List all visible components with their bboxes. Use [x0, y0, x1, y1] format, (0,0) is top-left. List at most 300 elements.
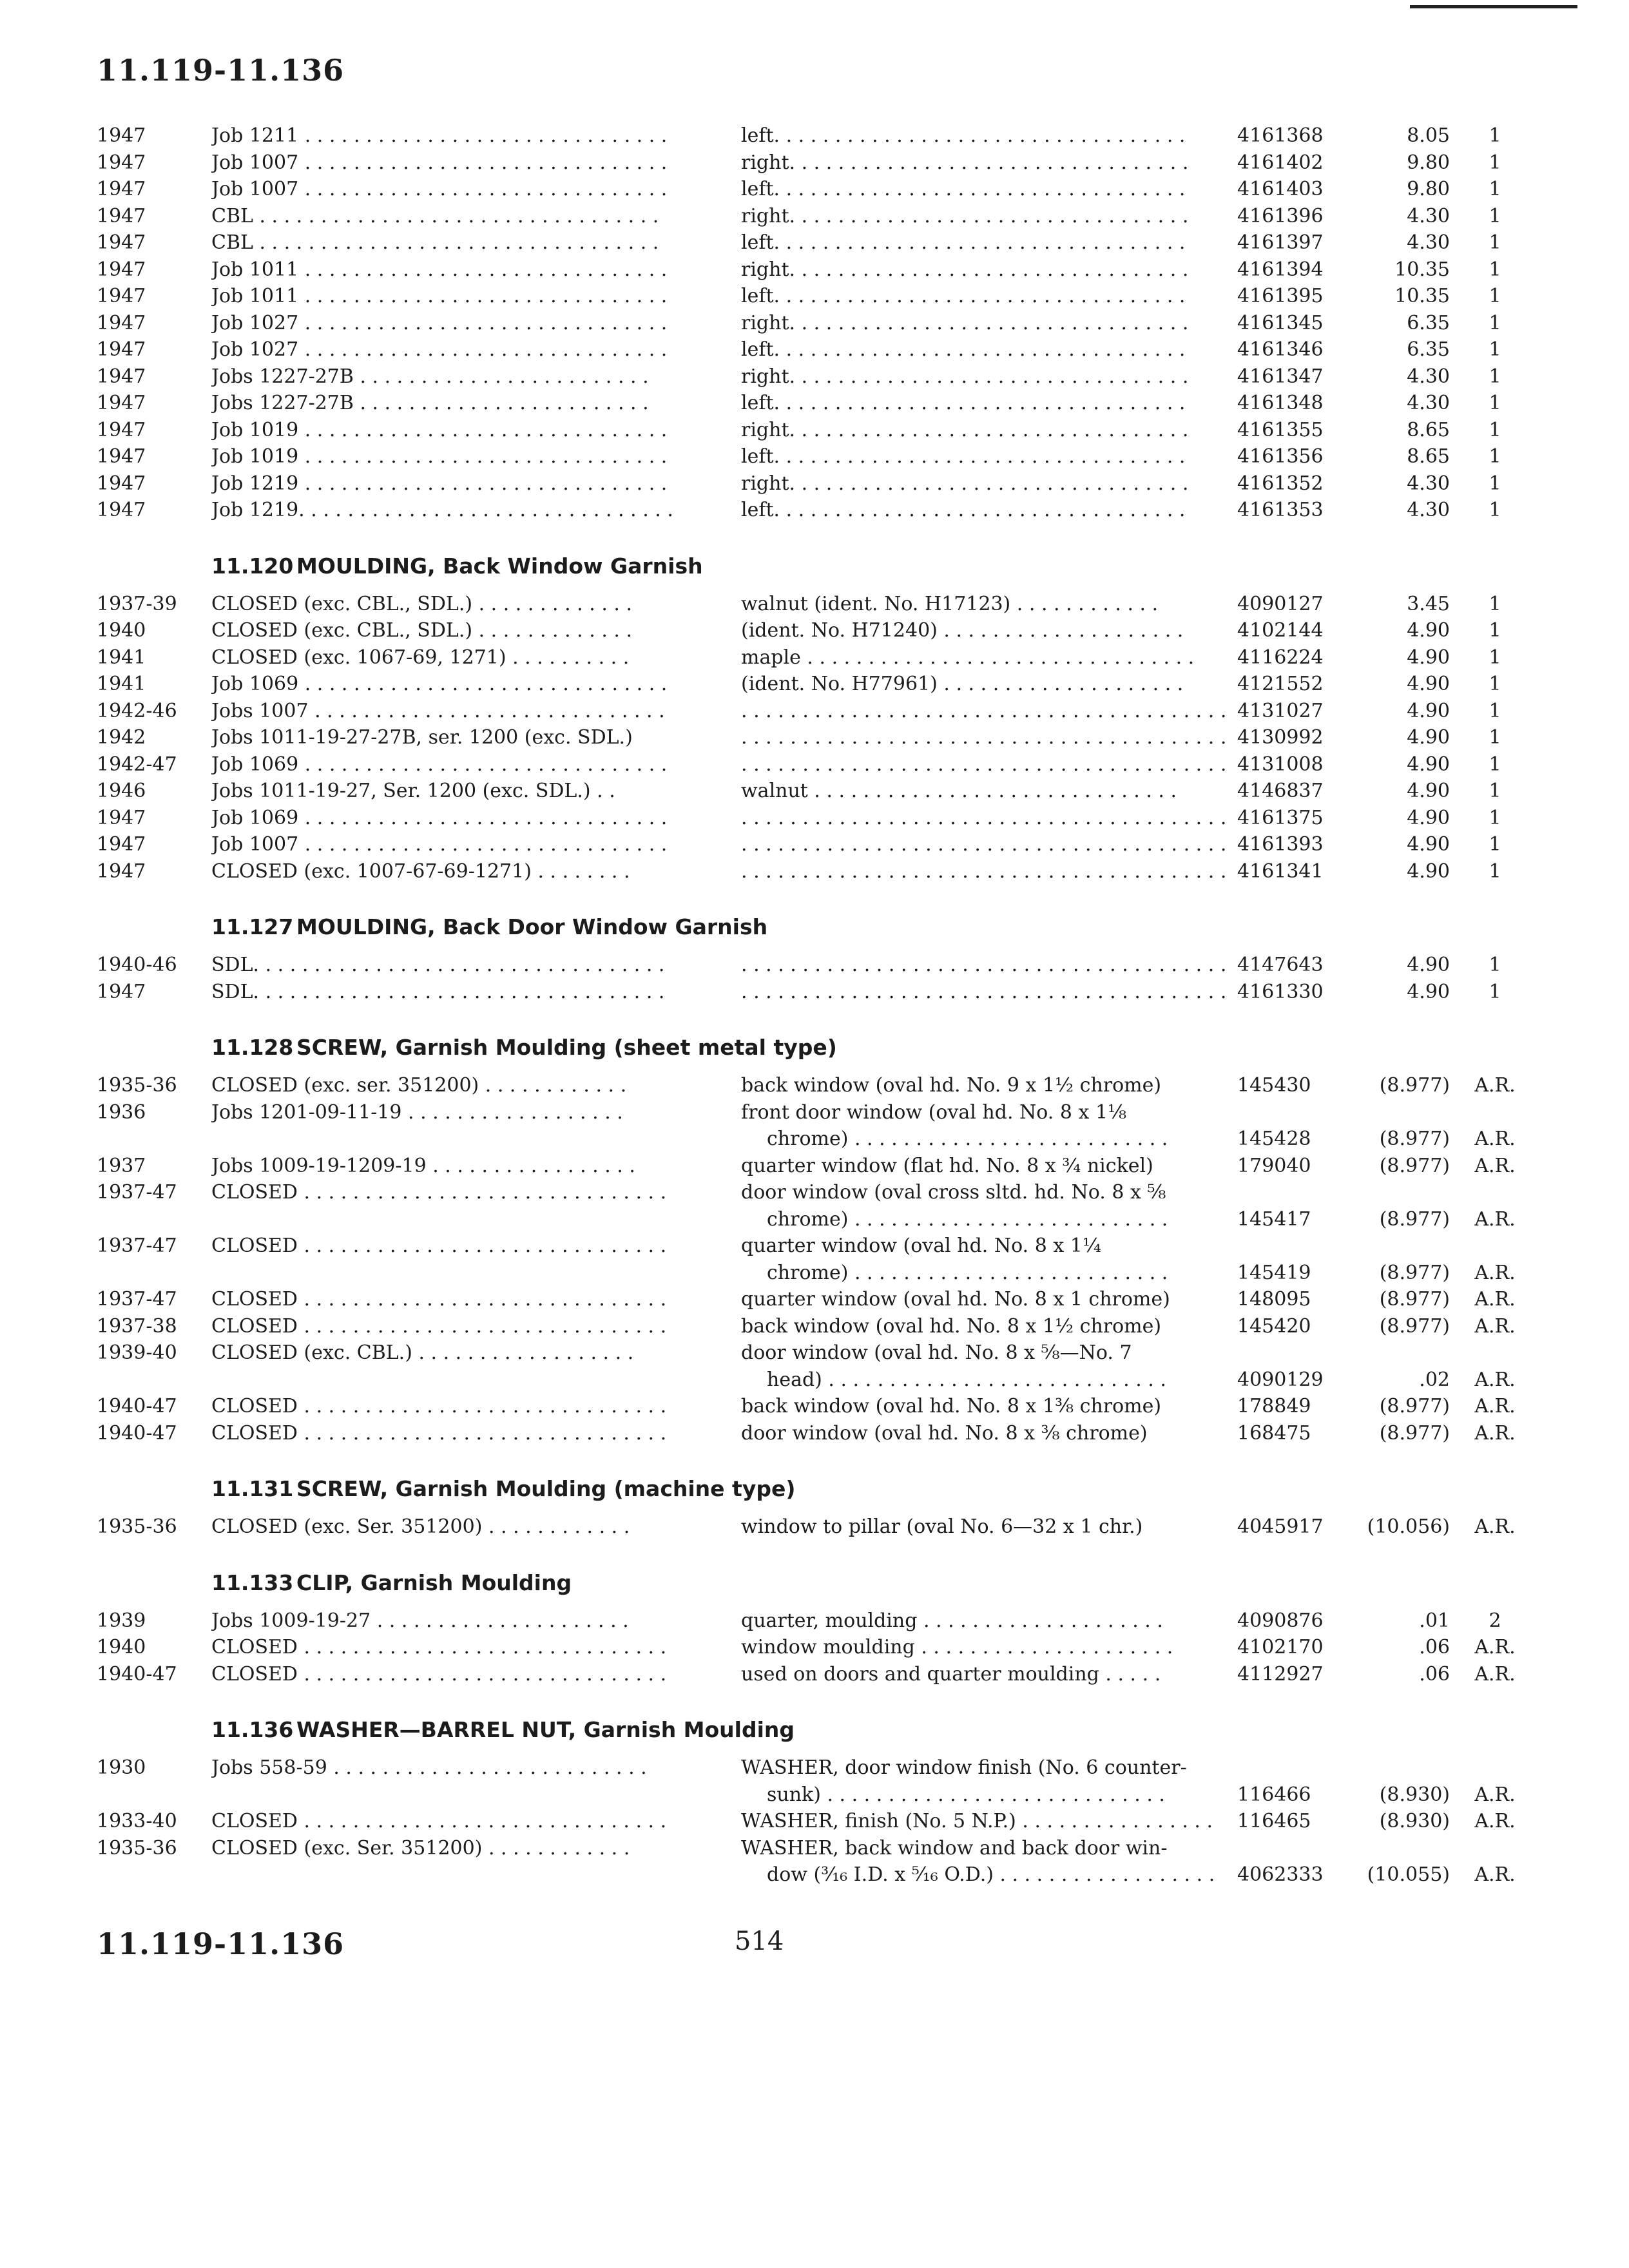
- year-cell: 1941: [97, 673, 146, 695]
- part-number-cell: 4112927: [1237, 1662, 1324, 1686]
- year-cell: 1947: [97, 285, 146, 307]
- quantity-cell: A.R.: [1474, 1515, 1516, 1538]
- year-cell: 1939-40: [97, 1341, 177, 1364]
- section-number: 11.120: [211, 553, 294, 579]
- parts-row: [97, 831, 1501, 858]
- parts-row: [97, 1754, 1516, 1808]
- part-number-cell: 4102144: [1237, 619, 1324, 642]
- quantity-cell: A.R.: [1474, 1261, 1516, 1284]
- parts-row: [97, 1233, 1516, 1286]
- description-cell: maple . . . . . . . . . . . . . . . . . . . . . . . . . . . . . . . .: [741, 646, 1195, 669]
- year-cell: 1940-47: [97, 1395, 177, 1418]
- quantity-cell: A.R.: [1474, 1128, 1516, 1150]
- parts-row: [97, 1514, 1516, 1541]
- model-cell: CLOSED . . . . . . . . . . . . . . . . . . . . . . . . . . . . . .: [211, 1235, 667, 1257]
- part-number-cell: 4147643: [1237, 954, 1324, 976]
- description-cell: back window (oval hd. No. 9 x 1½ chrome): [741, 1074, 1162, 1097]
- section-name: SCREW, Garnish Moulding (machine type): [296, 1476, 796, 1501]
- quantity-cell: 1: [1489, 833, 1501, 856]
- year-cell: 1937: [97, 1154, 146, 1177]
- description-line-2: chrome) . . . . . . . . . . . . . . . . . . . . . . . . . .: [767, 1261, 1168, 1284]
- model-cell: Jobs 1011-19-27, Ser. 1200 (exc. SDL.) . .: [211, 780, 615, 802]
- part-number-cell: 4062333: [1237, 1863, 1324, 1886]
- description-cell: [741, 1179, 1231, 1233]
- year-cell: 1940: [97, 619, 146, 642]
- year-cell: 1947: [97, 806, 146, 829]
- model-cell: Job 1069 . . . . . . . . . . . . . . . . . . . . . . . . . . . . . .: [211, 806, 668, 829]
- description-cell: left. . . . . . . . . . . . . . . . . . . . . . . . . . . . . . . . . .: [741, 445, 1186, 468]
- description-cell: . . . . . . . . . . . . . . . . . . . . . . . . . . . . . . . . . . . . . . . .: [741, 726, 1227, 749]
- price-cell: 4.30: [1407, 392, 1450, 414]
- model-cell: Job 1027 . . . . . . . . . . . . . . . . . . . . . . . . . . . . . .: [211, 311, 668, 334]
- quantity-cell: A.R.: [1474, 1421, 1516, 1445]
- parts-row: [97, 1634, 1516, 1661]
- price-cell: 10.35: [1394, 258, 1450, 281]
- section-name: CLIP, Garnish Moulding: [296, 1570, 572, 1595]
- price-cell: (8.977): [1379, 1074, 1450, 1097]
- description-cell: left. . . . . . . . . . . . . . . . . . . . . . . . . . . . . . . . . .: [741, 178, 1186, 200]
- price-cell: 4.90: [1407, 954, 1450, 976]
- model-cell: Job 1211 . . . . . . . . . . . . . . . . . . . . . . . . . . . . . .: [211, 124, 668, 147]
- part-number-cell: 4161352: [1237, 472, 1324, 495]
- description-line-1: WASHER, back window and back door win-: [741, 1836, 1168, 1860]
- part-number-cell: 4161355: [1237, 418, 1324, 441]
- part-number-cell: 4161393: [1237, 833, 1324, 856]
- year-cell: 1935-36: [97, 1836, 177, 1860]
- price-cell: (8.977): [1379, 1261, 1450, 1284]
- quantity-cell: 1: [1489, 753, 1501, 776]
- description-cell: used on doors and quarter moulding . . . . .: [741, 1662, 1161, 1686]
- year-cell: 1947: [97, 258, 146, 281]
- description-cell: left. . . . . . . . . . . . . . . . . . . . . . . . . . . . . . . . . .: [741, 392, 1186, 414]
- model-cell: Jobs 1201-09-11-19 . . . . . . . . . . . . . . . . . .: [211, 1100, 623, 1124]
- model-cell: Jobs 1011-19-27-27B, ser. 1200 (exc. SDL.): [211, 726, 633, 749]
- description-cell: quarter window (oval hd. No. 8 x 1 chrome): [741, 1288, 1170, 1311]
- description-cell: back window (oval hd. No. 8 x 1⅜ chrome): [741, 1395, 1162, 1418]
- parts-row: [97, 470, 1501, 497]
- model-cell: Job 1007 . . . . . . . . . . . . . . . . . . . . . . . . . . . . . .: [211, 178, 668, 200]
- description-cell: door window (oval hd. No. 8 x ⅜ chrome): [741, 1421, 1148, 1445]
- model-cell: CLOSED (exc. CBL., SDL.) . . . . . . . . . . . . .: [211, 592, 632, 615]
- parts-row: [97, 751, 1501, 778]
- price-cell: 3.45: [1407, 592, 1450, 615]
- quantity-cell: 1: [1489, 980, 1501, 1003]
- model-cell: CLOSED . . . . . . . . . . . . . . . . . . . . . . . . . . . . . .: [211, 1662, 667, 1686]
- description-cell: right. . . . . . . . . . . . . . . . . . . . . . . . . . . . . . . . .: [741, 418, 1189, 441]
- price-cell: 4.90: [1407, 619, 1450, 642]
- price-cell: (8.977): [1379, 1288, 1450, 1311]
- description-cell: quarter window (flat hd. No. 8 x ¾ nickel): [741, 1154, 1153, 1177]
- section-number: 11.131: [211, 1476, 294, 1501]
- price-cell: 4.90: [1407, 726, 1450, 749]
- model-cell: Job 1069 . . . . . . . . . . . . . . . . . . . . . . . . . . . . . .: [211, 673, 668, 695]
- part-number-cell: 145419: [1237, 1261, 1311, 1284]
- parts-listing: [97, 122, 1516, 1888]
- price-cell: 4.30: [1407, 231, 1450, 254]
- part-number-cell: 4161356: [1237, 445, 1324, 468]
- quantity-cell: 1: [1489, 204, 1501, 227]
- description-cell: window moulding . . . . . . . . . . . . . . . . . . . . .: [741, 1636, 1173, 1658]
- price-cell: (8.977): [1379, 1154, 1450, 1177]
- part-number-cell: 4161330: [1237, 980, 1324, 1003]
- quantity-cell: 1: [1489, 285, 1501, 307]
- parts-row: [97, 256, 1501, 284]
- parts-row: [97, 229, 1501, 256]
- parts-row: [97, 858, 1501, 885]
- model-cell: CLOSED (exc. CBL., SDL.) . . . . . . . . . . . . .: [211, 619, 632, 642]
- parts-row: [97, 617, 1501, 644]
- parts-row: [97, 698, 1501, 725]
- parts-row: [97, 1179, 1516, 1233]
- model-cell: SDL. . . . . . . . . . . . . . . . . . . . . . . . . . . . . . . . . .: [211, 980, 665, 1003]
- quantity-cell: 1: [1489, 499, 1501, 521]
- description-cell: . . . . . . . . . . . . . . . . . . . . . . . . . . . . . . . . . . . . . . . .: [741, 806, 1227, 829]
- part-number-cell: 4161348: [1237, 392, 1324, 414]
- description-cell: WASHER, finish (No. 5 N.P.) . . . . . . . . . . . . . . . .: [741, 1810, 1213, 1832]
- parts-row: [97, 1835, 1516, 1888]
- model-cell: CLOSED . . . . . . . . . . . . . . . . . . . . . . . . . . . . . .: [211, 1181, 667, 1204]
- section-title: [97, 1028, 1456, 1067]
- quantity-cell: 1: [1489, 954, 1501, 976]
- parts-row: [97, 310, 1501, 337]
- part-number-cell: 168475: [1237, 1421, 1311, 1445]
- quantity-cell: 1: [1489, 124, 1501, 147]
- quantity-cell: A.R.: [1474, 1395, 1516, 1418]
- quantity-cell: 1: [1489, 472, 1501, 495]
- part-number-cell: 4161347: [1237, 365, 1324, 388]
- description-cell: right. . . . . . . . . . . . . . . . . . . . . . . . . . . . . . . . .: [741, 204, 1189, 227]
- price-cell: 4.30: [1407, 499, 1450, 521]
- part-number-cell: 4045917: [1237, 1515, 1324, 1538]
- description-line-2: chrome) . . . . . . . . . . . . . . . . . . . . . . . . . .: [767, 1207, 1168, 1231]
- quantity-cell: 1: [1489, 646, 1501, 669]
- model-cell: CLOSED . . . . . . . . . . . . . . . . . . . . . . . . . . . . . .: [211, 1636, 667, 1658]
- year-cell: 1947: [97, 178, 146, 200]
- description-cell: . . . . . . . . . . . . . . . . . . . . . . . . . . . . . . . . . . . . . . . .: [741, 833, 1227, 856]
- quantity-cell: A.R.: [1474, 1636, 1516, 1658]
- quantity-cell: 1: [1489, 338, 1501, 361]
- parts-row: [97, 203, 1501, 230]
- year-cell: 1947: [97, 472, 146, 495]
- year-cell: 1936: [97, 1100, 146, 1124]
- year-cell: 1947: [97, 418, 146, 441]
- model-cell: CLOSED (exc. Ser. 351200) . . . . . . . . . . . .: [211, 1836, 630, 1860]
- parts-row: [97, 591, 1501, 618]
- parts-row: [97, 363, 1501, 390]
- year-cell: 1947: [97, 124, 146, 147]
- parts-row: [97, 671, 1501, 698]
- parts-row: [97, 417, 1501, 444]
- quantity-cell: A.R.: [1474, 1368, 1516, 1391]
- part-number-cell: 4121552: [1237, 673, 1324, 695]
- part-number-cell: 178849: [1237, 1395, 1311, 1418]
- part-number-cell: 145417: [1237, 1207, 1311, 1231]
- page-header-code: 11.119-11.136: [97, 53, 345, 88]
- description-cell: left. . . . . . . . . . . . . . . . . . . . . . . . . . . . . . . . . .: [741, 285, 1186, 307]
- parts-row: [97, 1340, 1516, 1393]
- part-number-cell: 4090129: [1237, 1368, 1324, 1391]
- section-name: WASHER—BARREL NUT, Garnish Moulding: [296, 1717, 795, 1742]
- parts-row: [97, 1608, 1501, 1635]
- price-cell: 4.90: [1407, 780, 1450, 802]
- parts-row: [97, 283, 1501, 310]
- year-cell: 1947: [97, 833, 146, 856]
- parts-row: [97, 336, 1501, 363]
- year-cell: 1940-46: [97, 954, 177, 976]
- section-title: [97, 547, 1456, 586]
- price-cell: 4.30: [1407, 472, 1450, 495]
- description-cell: quarter, moulding . . . . . . . . . . . . . . . . . . . .: [741, 1609, 1163, 1632]
- year-cell: 1930: [97, 1756, 146, 1779]
- part-number-cell: 4161394: [1237, 258, 1324, 281]
- description-cell: walnut (ident. No. H17123) . . . . . . . . . . . .: [741, 592, 1159, 615]
- year-cell: 1942-47: [97, 753, 177, 776]
- description-cell: [741, 1835, 1231, 1888]
- model-cell: CLOSED (exc. Ser. 351200) . . . . . . . . . . . .: [211, 1515, 630, 1538]
- quantity-cell: 1: [1489, 311, 1501, 334]
- part-number-cell: 4161368: [1237, 124, 1324, 147]
- model-cell: SDL. . . . . . . . . . . . . . . . . . . . . . . . . . . . . . . . . .: [211, 954, 665, 976]
- price-cell: 4.90: [1407, 699, 1450, 722]
- parts-row: [97, 176, 1501, 203]
- year-cell: 1947: [97, 338, 146, 361]
- parts-row: [97, 390, 1501, 417]
- price-cell: 4.90: [1407, 860, 1450, 883]
- part-number-cell: 4161341: [1237, 860, 1324, 883]
- part-number-cell: 4161402: [1237, 151, 1324, 174]
- part-number-cell: 4090876: [1237, 1609, 1324, 1632]
- price-cell: 4.90: [1407, 753, 1450, 776]
- description-line-2: dow (³⁄₁₆ I.D. x ⁵⁄₁₆ O.D.) . . . . . . . . . . . . . . . . . .: [767, 1863, 1215, 1886]
- description-cell: [741, 1099, 1231, 1153]
- year-cell: 1937-47: [97, 1181, 177, 1204]
- description-cell: left. . . . . . . . . . . . . . . . . . . . . . . . . . . . . . . . . .: [741, 231, 1186, 254]
- year-cell: 1947: [97, 311, 146, 334]
- model-cell: CLOSED . . . . . . . . . . . . . . . . . . . . . . . . . . . . . .: [211, 1395, 667, 1418]
- quantity-cell: A.R.: [1474, 1863, 1516, 1886]
- model-cell: Job 1027 . . . . . . . . . . . . . . . . . . . . . . . . . . . . . .: [211, 338, 668, 361]
- quantity-cell: 1: [1489, 592, 1501, 615]
- description-cell: left. . . . . . . . . . . . . . . . . . . . . . . . . . . . . . . . . .: [741, 499, 1186, 521]
- section-number: 11.127: [211, 914, 294, 939]
- price-cell: (8.977): [1379, 1395, 1450, 1418]
- quantity-cell: 1: [1489, 418, 1501, 441]
- year-cell: 1947: [97, 980, 146, 1003]
- year-cell: 1947: [97, 392, 146, 414]
- model-cell: Job 1019 . . . . . . . . . . . . . . . . . . . . . . . . . . . . . .: [211, 445, 668, 468]
- model-cell: CLOSED . . . . . . . . . . . . . . . . . . . . . . . . . . . . . .: [211, 1288, 667, 1311]
- part-number-cell: 145428: [1237, 1128, 1311, 1150]
- year-cell: 1947: [97, 499, 146, 521]
- year-cell: 1941: [97, 646, 146, 669]
- model-cell: Job 1007 . . . . . . . . . . . . . . . . . . . . . . . . . . . . . .: [211, 833, 668, 856]
- price-cell: 8.65: [1407, 418, 1450, 441]
- quantity-cell: A.R.: [1474, 1074, 1516, 1097]
- description-cell: [741, 1754, 1231, 1808]
- description-line-2: head) . . . . . . . . . . . . . . . . . . . . . . . . . . . .: [767, 1368, 1166, 1391]
- year-cell: 1946: [97, 780, 146, 802]
- part-number-cell: 4161403: [1237, 178, 1324, 200]
- parts-row: [97, 122, 1501, 149]
- part-number-cell: 4102170: [1237, 1636, 1324, 1658]
- price-cell: 4.30: [1407, 365, 1450, 388]
- year-cell: 1937-47: [97, 1288, 177, 1311]
- quantity-cell: 1: [1489, 673, 1501, 695]
- description-line-1: door window (oval hd. No. 8 x ⅝—No. 7: [741, 1341, 1132, 1364]
- description-cell: walnut . . . . . . . . . . . . . . . . . . . . . . . . . . . . . .: [741, 780, 1177, 802]
- price-cell: 6.35: [1407, 311, 1450, 334]
- parts-row: [97, 1286, 1516, 1313]
- description-cell: . . . . . . . . . . . . . . . . . . . . . . . . . . . . . . . . . . . . . . . .: [741, 954, 1227, 976]
- quantity-cell: A.R.: [1474, 1154, 1516, 1177]
- price-cell: (8.930): [1379, 1810, 1450, 1832]
- price-cell: .06: [1419, 1636, 1450, 1658]
- part-number-cell: 4131027: [1237, 699, 1324, 722]
- parts-row: [97, 979, 1501, 1006]
- price-cell: 4.90: [1407, 806, 1450, 829]
- model-cell: Job 1011 . . . . . . . . . . . . . . . . . . . . . . . . . . . . . .: [211, 258, 668, 281]
- section-title: [97, 1470, 1456, 1508]
- description-line-2: chrome) . . . . . . . . . . . . . . . . . . . . . . . . . .: [767, 1128, 1168, 1150]
- description-cell: left. . . . . . . . . . . . . . . . . . . . . . . . . . . . . . . . . .: [741, 124, 1186, 147]
- quantity-cell: 1: [1489, 445, 1501, 468]
- part-number-cell: 4131008: [1237, 753, 1324, 776]
- description-cell: . . . . . . . . . . . . . . . . . . . . . . . . . . . . . . . . . . . . . . . .: [741, 753, 1227, 776]
- description-cell: . . . . . . . . . . . . . . . . . . . . . . . . . . . . . . . . . . . . . . . .: [741, 860, 1227, 883]
- section-name: SCREW, Garnish Moulding (sheet metal type): [296, 1035, 837, 1060]
- model-cell: Jobs 1009-19-1209-19 . . . . . . . . . . . . . . . . .: [211, 1154, 635, 1177]
- price-cell: 9.80: [1407, 178, 1450, 200]
- year-cell: 1942-46: [97, 699, 177, 722]
- model-cell: Job 1019 . . . . . . . . . . . . . . . . . . . . . . . . . . . . . .: [211, 418, 668, 441]
- year-cell: 1937-47: [97, 1235, 177, 1257]
- quantity-cell: A.R.: [1474, 1207, 1516, 1231]
- description-cell: . . . . . . . . . . . . . . . . . . . . . . . . . . . . . . . . . . . . . . . .: [741, 699, 1227, 722]
- page-footer-code: 11.119-11.136: [97, 1927, 345, 1961]
- part-number-cell: 4161346: [1237, 338, 1324, 361]
- model-cell: CLOSED (exc. 1007-67-69-1271) . . . . . . . .: [211, 860, 630, 883]
- part-number-cell: 4161395: [1237, 285, 1324, 307]
- price-cell: .06: [1419, 1662, 1450, 1686]
- model-cell: Jobs 1007 . . . . . . . . . . . . . . . . . . . . . . . . . . . . .: [211, 699, 665, 722]
- year-cell: 1935-36: [97, 1074, 177, 1097]
- description-cell: right. . . . . . . . . . . . . . . . . . . . . . . . . . . . . . . . .: [741, 258, 1189, 281]
- parts-row: [97, 1808, 1516, 1835]
- price-cell: 6.35: [1407, 338, 1450, 361]
- price-cell: .01: [1419, 1609, 1450, 1632]
- parts-row: [97, 1099, 1516, 1153]
- description-line-1: quarter window (oval hd. No. 8 x 1¼: [741, 1235, 1101, 1257]
- price-cell: 10.35: [1394, 285, 1450, 307]
- year-cell: 1939: [97, 1609, 146, 1632]
- model-cell: Job 1007 . . . . . . . . . . . . . . . . . . . . . . . . . . . . . .: [211, 151, 668, 174]
- year-cell: 1947: [97, 860, 146, 883]
- description-line-1: WASHER, door window finish (No. 6 counter-: [741, 1756, 1187, 1779]
- quantity-cell: 1: [1489, 392, 1501, 414]
- description-line-1: door window (oval cross sltd. hd. No. 8 x ⅝: [741, 1181, 1166, 1204]
- year-cell: 1935-36: [97, 1515, 177, 1538]
- parts-row: [97, 149, 1501, 177]
- year-cell: 1942: [97, 726, 146, 749]
- quantity-cell: 1: [1489, 860, 1501, 883]
- description-cell: back window (oval hd. No. 8 x 1½ chrome): [741, 1314, 1162, 1338]
- model-cell: CLOSED (exc. 1067-69, 1271) . . . . . . . . . .: [211, 646, 630, 669]
- model-cell: CLOSED (exc. ser. 351200) . . . . . . . . . . . .: [211, 1074, 627, 1097]
- description-cell: window to pillar (oval No. 6—32 x 1 chr.): [741, 1515, 1143, 1538]
- description-cell: [741, 1340, 1231, 1393]
- parts-row: [97, 1072, 1516, 1099]
- description-cell: right. . . . . . . . . . . . . . . . . . . . . . . . . . . . . . . . .: [741, 472, 1189, 495]
- quantity-cell: 2: [1489, 1609, 1501, 1632]
- price-cell: (8.977): [1379, 1128, 1450, 1150]
- section-title: [97, 1564, 1456, 1602]
- quantity-cell: 1: [1489, 365, 1501, 388]
- part-number-cell: 4090127: [1237, 592, 1324, 615]
- description-line-1: front door window (oval hd. No. 8 x 1⅛: [741, 1100, 1127, 1124]
- description-cell: right. . . . . . . . . . . . . . . . . . . . . . . . . . . . . . . . .: [741, 365, 1189, 388]
- model-cell: Job 1011 . . . . . . . . . . . . . . . . . . . . . . . . . . . . . .: [211, 285, 668, 307]
- price-cell: (10.055): [1367, 1863, 1450, 1886]
- price-cell: .02: [1419, 1368, 1450, 1391]
- parts-row: [97, 1420, 1516, 1447]
- year-cell: 1937-39: [97, 592, 177, 615]
- parts-row: [97, 1153, 1516, 1180]
- year-cell: 1947: [97, 204, 146, 227]
- description-cell: (ident. No. H77961) . . . . . . . . . . . . . . . . . . . .: [741, 673, 1184, 695]
- year-cell: 1940-47: [97, 1421, 177, 1445]
- section-number: 11.128: [211, 1035, 294, 1060]
- year-cell: 1947: [97, 151, 146, 174]
- description-cell: right. . . . . . . . . . . . . . . . . . . . . . . . . . . . . . . . .: [741, 311, 1189, 334]
- part-number-cell: 145420: [1237, 1314, 1311, 1338]
- description-cell: right. . . . . . . . . . . . . . . . . . . . . . . . . . . . . . . . .: [741, 151, 1189, 174]
- year-cell: 1947: [97, 445, 146, 468]
- parts-row: [97, 644, 1501, 671]
- quantity-cell: 1: [1489, 619, 1501, 642]
- part-number-cell: 4161396: [1237, 204, 1324, 227]
- price-cell: (8.977): [1379, 1421, 1450, 1445]
- description-line-2: sunk) . . . . . . . . . . . . . . . . . . . . . . . . . . . .: [767, 1783, 1165, 1806]
- price-cell: (8.977): [1379, 1207, 1450, 1231]
- quantity-cell: A.R.: [1474, 1662, 1516, 1686]
- section-number: 11.133: [211, 1570, 294, 1595]
- section-title: [97, 1711, 1456, 1749]
- price-cell: (8.930): [1379, 1783, 1450, 1806]
- model-cell: Jobs 1227-27B . . . . . . . . . . . . . . . . . . . . . . . .: [211, 392, 649, 414]
- model-cell: Jobs 1009-19-27 . . . . . . . . . . . . . . . . . . . . .: [211, 1609, 629, 1632]
- year-cell: 1937-38: [97, 1314, 177, 1338]
- quantity-cell: A.R.: [1474, 1783, 1516, 1806]
- quantity-cell: 1: [1489, 726, 1501, 749]
- quantity-cell: A.R.: [1474, 1314, 1516, 1338]
- section-name: MOULDING, Back Window Garnish: [296, 553, 703, 579]
- part-number-cell: 116466: [1237, 1783, 1311, 1806]
- description-cell: (ident. No. H71240) . . . . . . . . . . . . . . . . . . . .: [741, 619, 1184, 642]
- quantity-cell: 1: [1489, 178, 1501, 200]
- year-cell: 1947: [97, 231, 146, 254]
- parts-row: [97, 1661, 1516, 1688]
- price-cell: 9.80: [1407, 151, 1450, 174]
- quantity-cell: A.R.: [1474, 1810, 1516, 1832]
- price-cell: 4.90: [1407, 980, 1450, 1003]
- price-cell: 4.90: [1407, 673, 1450, 695]
- model-cell: Job 1069 . . . . . . . . . . . . . . . . . . . . . . . . . . . . . .: [211, 753, 668, 776]
- price-cell: 4.90: [1407, 833, 1450, 856]
- model-cell: CBL . . . . . . . . . . . . . . . . . . . . . . . . . . . . . . . . .: [211, 204, 659, 227]
- quantity-cell: 1: [1489, 231, 1501, 254]
- quantity-cell: 1: [1489, 699, 1501, 722]
- part-number-cell: 179040: [1237, 1154, 1311, 1177]
